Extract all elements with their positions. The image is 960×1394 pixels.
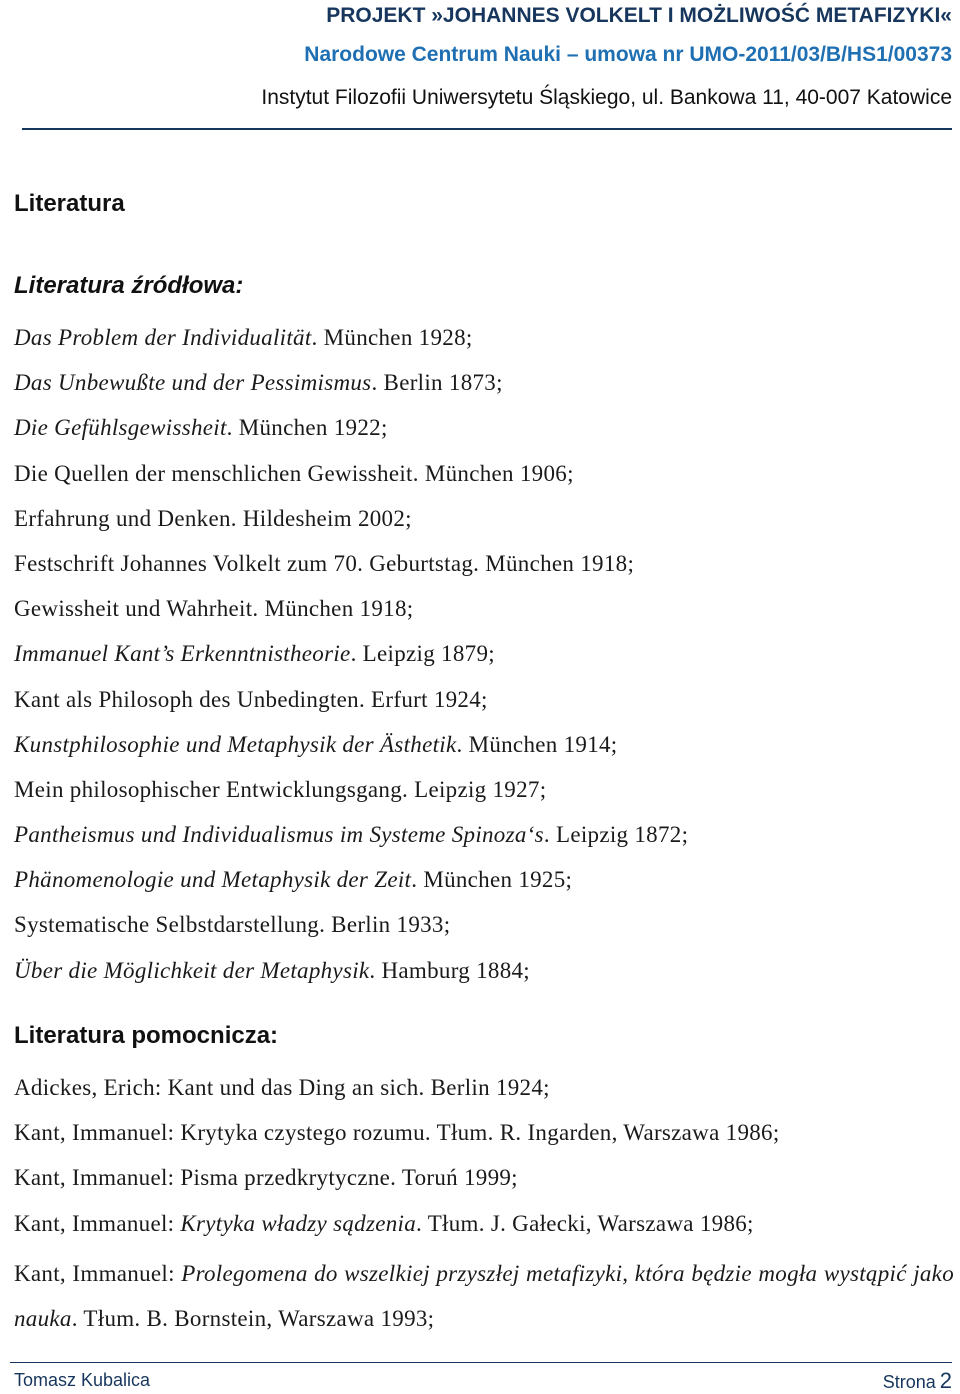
source-entry	[14, 907, 688, 952]
aux-title: Krytyka czystego rozumu	[180, 1120, 425, 1146]
institute-address: Instytut Filozofii Uniwersytetu Śląskiego, ul. Bankowa 11, 40-007 Katowice	[261, 86, 952, 109]
source-publication: . Hamburg 1884;	[369, 957, 530, 983]
source-entry	[14, 727, 688, 772]
source-title: Gewissheit und Wahrheit	[14, 596, 253, 622]
source-publication: . München 1906;	[412, 460, 574, 486]
source-entry	[14, 636, 688, 681]
aux-title: Prolegomena do wszelkiej przyszłej metafizyki, która będzie mogła wystąpić jako nauka	[14, 1260, 954, 1331]
aux-entry	[14, 1160, 954, 1205]
aux-publication: . Tłum. J. Gałecki, Warszawa 1986;	[416, 1210, 754, 1236]
section-title: Literatura	[14, 190, 125, 217]
source-title: Phänomenologie und Metaphysik der Zeit	[14, 867, 412, 893]
source-publication: . Leipzig 1927;	[402, 776, 547, 802]
page-number	[883, 1368, 952, 1394]
source-entry	[14, 456, 688, 501]
source-entry	[14, 410, 688, 455]
footer-author: Tomasz Kubalica	[14, 1370, 151, 1390]
page-number-value: 2	[939, 1368, 952, 1393]
source-publication: . München 1925;	[411, 867, 573, 893]
aux-title: Krytyka władzy sądzenia	[180, 1210, 417, 1236]
sources-list	[14, 320, 688, 998]
source-title: Die Quellen der menschlichen Gewissheit	[14, 460, 413, 486]
source-title: Systematische Selbstdarstellung	[14, 912, 320, 938]
source-entry	[14, 817, 688, 862]
aux-author: Kant, Immanuel:	[14, 1120, 181, 1146]
source-publication: . München 1918;	[473, 550, 635, 576]
source-title: Über die Möglichkeit der Metaphysik	[14, 957, 370, 983]
source-publication: . Berlin 1873;	[371, 370, 503, 396]
aux-author: Kant, Immanuel:	[14, 1210, 181, 1236]
source-title: Das Unbewußte und der Pessimismus	[14, 370, 372, 396]
source-title: Kant als Philosoph des Unbedingten	[14, 686, 359, 712]
aux-publication: . Berlin 1924;	[418, 1075, 550, 1100]
aux-list	[14, 1070, 954, 1341]
aux-publication: . Toruń 1999;	[390, 1165, 518, 1191]
source-title: Immanuel Kant’s Erkenntnistheorie	[14, 641, 351, 667]
source-publication: . Hildesheim 2002;	[230, 505, 412, 531]
source-publication: . Berlin 1933;	[319, 912, 451, 938]
source-title: Festschrift Johannes Volkelt zum 70. Geburtstag	[14, 550, 474, 576]
aux-heading: Literatura pomocnicza:	[14, 1022, 279, 1049]
source-entry	[14, 862, 688, 907]
aux-entry	[14, 1206, 954, 1251]
source-title: Pantheismus und Individualismus im Systeme Spinoza‘s	[14, 822, 544, 848]
source-publication: . Erfurt 1924;	[358, 686, 488, 712]
header-divider	[22, 128, 952, 130]
project-title: PROJEKT »JOHANNES VOLKELT I MOŻLIWOŚĆ METAFIZYKI«	[326, 4, 952, 27]
aux-entry	[14, 1251, 954, 1341]
aux-entry	[14, 1070, 954, 1115]
source-publication: . München 1918;	[252, 596, 414, 622]
source-entry	[14, 682, 688, 727]
source-title: Kunstphilosophie und Metaphysik der Ästhetik	[14, 731, 457, 757]
source-title: Mein philosophischer Entwicklungsgang	[14, 776, 402, 802]
aux-author: Adickes, Erich:	[14, 1075, 168, 1100]
source-publication: . München 1928;	[311, 325, 473, 350]
source-entry	[14, 320, 688, 365]
source-publication: . München 1922;	[226, 415, 388, 441]
source-publication: . München 1914;	[456, 731, 618, 757]
source-entry	[14, 953, 688, 998]
aux-publication: . Tłum. B. Bornstein, Warszawa 1993;	[71, 1305, 435, 1331]
source-entry	[14, 546, 688, 591]
page-label: Strona	[882, 1372, 936, 1392]
aux-author: Kant, Immanuel:	[14, 1260, 182, 1286]
aux-publication: . Tłum. R. Ingarden, Warszawa 1986;	[424, 1120, 780, 1146]
source-entry	[14, 501, 688, 546]
source-entry	[14, 365, 688, 410]
source-entry	[14, 591, 688, 636]
grant-line: Narodowe Centrum Nauki – umowa nr UMO-2011/03/B/HS1/00373	[304, 43, 952, 66]
source-publication: . Leipzig 1872;	[543, 822, 689, 848]
aux-title: Kant und das Ding an sich	[167, 1075, 419, 1100]
sources-heading: Literatura źródłowa:	[14, 272, 244, 299]
aux-title: Pisma przedkrytyczne	[180, 1165, 391, 1191]
source-title: Das Problem der Individualität	[14, 325, 312, 350]
aux-author: Kant, Immanuel:	[14, 1165, 181, 1191]
source-entry	[14, 772, 688, 817]
footer-divider	[10, 1362, 952, 1363]
source-title: Erfahrung und Denken	[14, 505, 231, 531]
aux-entry	[14, 1115, 954, 1160]
source-publication: . Leipzig 1879;	[350, 641, 495, 667]
source-title: Die Gefühlsgewissheit	[14, 415, 227, 441]
